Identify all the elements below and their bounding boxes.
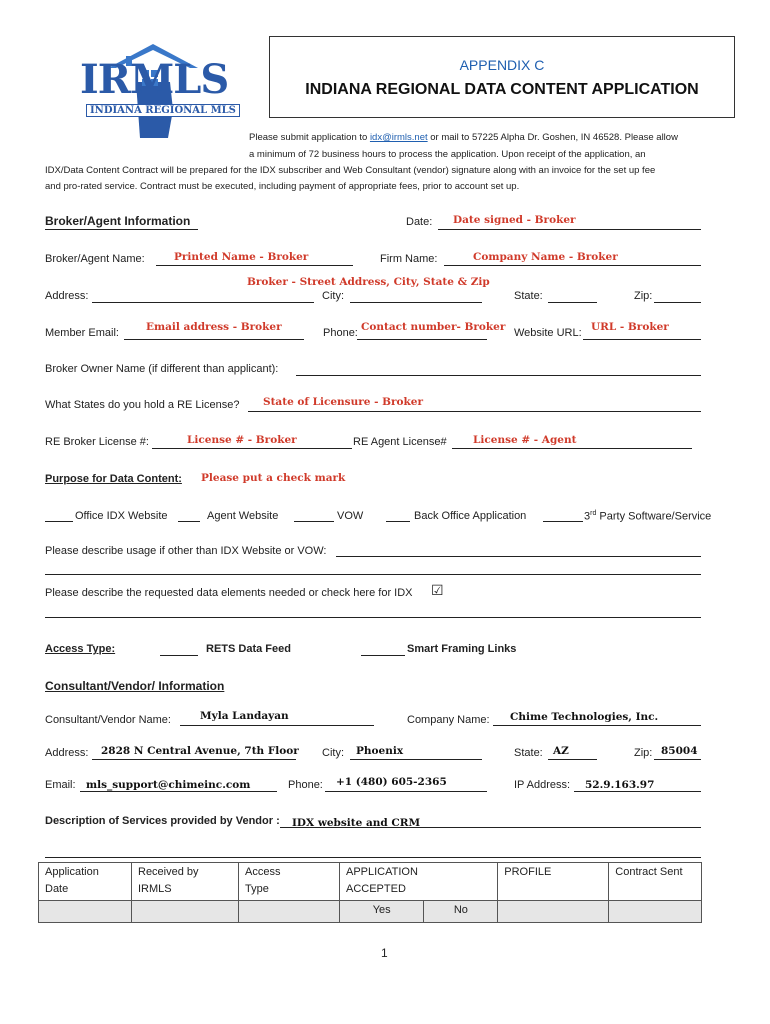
access-line-2: Type bbox=[245, 883, 269, 895]
consultant-state-label: State: bbox=[514, 747, 543, 759]
state-label: State: bbox=[514, 290, 543, 302]
third-party-label: Party Software/Service bbox=[599, 510, 712, 523]
checkbox-agent-website[interactable] bbox=[178, 521, 200, 522]
consultant-state-value: AZ bbox=[553, 745, 569, 757]
broker-license-value: License # - Broker bbox=[187, 434, 297, 446]
checkbox-back-office[interactable] bbox=[386, 521, 410, 522]
broker-section-title: Broker/Agent Information bbox=[45, 214, 191, 228]
states-field[interactable] bbox=[248, 411, 701, 412]
irmls-status-table bbox=[38, 862, 702, 923]
consultant-state-field[interactable] bbox=[548, 759, 597, 760]
consultant-zip-value: 85004 bbox=[661, 745, 698, 757]
cell-received bbox=[132, 863, 239, 901]
consultant-city-field[interactable] bbox=[350, 759, 482, 760]
agent-license-field[interactable] bbox=[452, 448, 692, 449]
idx-checkbox-icon[interactable]: ☑ bbox=[431, 583, 444, 599]
checkbox-framing[interactable] bbox=[361, 655, 405, 656]
page-title: INDIANA REGIONAL DATA CONTENT APPLICATION bbox=[305, 81, 699, 98]
purpose-hint: Please put a check mark bbox=[201, 472, 346, 484]
access-framing: Smart Framing Links bbox=[407, 643, 517, 655]
title-box bbox=[269, 36, 735, 118]
date-field[interactable] bbox=[438, 229, 701, 230]
consultant-email-label: Email: bbox=[45, 779, 76, 791]
profile-header: PROFILE bbox=[504, 866, 552, 878]
address-label: Address: bbox=[45, 290, 89, 302]
services-value: IDX website and CRM bbox=[292, 817, 421, 829]
owner-name-label: Broker Owner Name (if different than applicant): bbox=[45, 363, 279, 375]
access-line-1: Access bbox=[245, 866, 281, 878]
data-elements-field[interactable] bbox=[45, 617, 701, 618]
option-back-office: Back Office Application bbox=[414, 510, 527, 522]
accepted-line-2: ACCEPTED bbox=[346, 883, 406, 895]
data-elements-label: Please describe the requested data elements needed or check here for IDX bbox=[45, 587, 413, 599]
application-date-line-2: Date bbox=[45, 883, 69, 895]
services-field-line-2[interactable] bbox=[45, 857, 701, 858]
state-field[interactable] bbox=[548, 302, 597, 303]
contract-sent-header: Contract Sent bbox=[615, 866, 683, 878]
option-agent-website: Agent Website bbox=[207, 510, 279, 522]
intro-line-2: a minimum of 72 business hours to process the application. Upon receipt of the application, an bbox=[249, 149, 646, 160]
company-name-field[interactable] bbox=[493, 725, 701, 726]
member-email-value: Email address - Broker bbox=[146, 321, 282, 333]
consultant-city-label: City: bbox=[322, 747, 344, 759]
intro-line-1 bbox=[249, 132, 678, 143]
logo-subtitle: INDIANA REGIONAL MLS bbox=[86, 104, 240, 117]
consultant-email-field[interactable] bbox=[80, 791, 277, 792]
cell-profile-value[interactable] bbox=[498, 901, 609, 923]
cell-access-type-value[interactable] bbox=[239, 901, 340, 923]
checkbox-third-party[interactable] bbox=[543, 521, 583, 522]
broker-address-value: Broker - Street Address, City, State & Zip bbox=[247, 276, 490, 288]
access-type-label: Access Type: bbox=[45, 643, 116, 655]
option-vow: VOW bbox=[337, 510, 364, 522]
broker-license-field[interactable] bbox=[152, 448, 352, 449]
consultant-phone-value: +1 (480) 605-2365 bbox=[336, 776, 447, 788]
website-label: Website URL: bbox=[514, 327, 582, 339]
intro-prefix: Please submit application to bbox=[249, 132, 370, 143]
logo-text: IRMLS bbox=[80, 56, 229, 103]
zip-field[interactable] bbox=[654, 302, 701, 303]
consultant-email-value: mls_support@chimeinc.com bbox=[86, 779, 251, 791]
consultant-name-field[interactable] bbox=[180, 725, 374, 726]
page-number: 1 bbox=[381, 946, 388, 960]
checkbox-vow[interactable] bbox=[294, 521, 334, 522]
usage-label: Please describe usage if other than IDX Website or VOW: bbox=[45, 545, 327, 557]
states-label: What States do you hold a RE License? bbox=[45, 399, 240, 411]
cell-application-date bbox=[39, 863, 132, 901]
consultant-name-value: Myla Landayan bbox=[200, 710, 289, 722]
member-email-label: Member Email: bbox=[45, 327, 119, 339]
member-email-field[interactable] bbox=[124, 339, 304, 340]
consultant-phone-label: Phone: bbox=[288, 779, 323, 791]
consultant-city-value: Phoenix bbox=[356, 745, 404, 757]
zip-label: Zip: bbox=[634, 290, 653, 302]
cell-accepted-no[interactable] bbox=[424, 901, 498, 923]
checkbox-rets[interactable] bbox=[160, 655, 198, 656]
accepted-line-1: APPLICATION bbox=[346, 866, 418, 878]
consultant-name-label: Consultant/Vendor Name: bbox=[45, 714, 171, 726]
agent-license-value: License # - Agent bbox=[473, 434, 577, 446]
states-value: State of Licensure - Broker bbox=[263, 396, 424, 408]
application-date-line-1: Application bbox=[45, 866, 99, 878]
phone-label: Phone: bbox=[323, 327, 358, 339]
option-office-idx: Office IDX Website bbox=[75, 510, 168, 522]
accepted-yes-label: Yes bbox=[372, 904, 391, 916]
broker-name-value: Printed Name - Broker bbox=[174, 251, 309, 263]
purpose-label: Purpose for Data Content: bbox=[45, 473, 182, 485]
option-third-party bbox=[584, 510, 711, 523]
date-value: Date signed - Broker bbox=[453, 214, 576, 226]
website-field[interactable] bbox=[583, 339, 701, 340]
submission-email-link[interactable]: idx@irmls.net bbox=[369, 132, 428, 143]
ip-field[interactable] bbox=[574, 791, 701, 792]
usage-field-line-2[interactable] bbox=[45, 574, 701, 575]
agent-license-label: RE Agent License# bbox=[353, 436, 447, 448]
website-value: URL - Broker bbox=[591, 321, 669, 333]
access-rets: RETS Data Feed bbox=[206, 643, 291, 655]
firm-name-value: Company Name - Broker bbox=[473, 251, 618, 263]
city-label: City: bbox=[322, 290, 344, 302]
consultant-zip-field[interactable] bbox=[654, 759, 701, 760]
checkbox-office-idx[interactable] bbox=[45, 521, 73, 522]
intro-line-4: and pro-rated service. Contract must be executed, including payment of appropriate fees, prior to account set up. bbox=[45, 181, 520, 192]
owner-name-field[interactable] bbox=[296, 375, 701, 376]
firm-name-field[interactable] bbox=[444, 265, 701, 266]
cell-contract-sent bbox=[609, 863, 702, 901]
cell-application-date-value[interactable] bbox=[39, 901, 132, 923]
date-label: Date: bbox=[406, 216, 433, 228]
phone-value: Contact number- Broker bbox=[361, 321, 506, 333]
consultant-section-title: Consultant/Vendor/ Information bbox=[45, 679, 225, 693]
received-line-2: IRMLS bbox=[138, 883, 172, 895]
broker-name-label: Broker/Agent Name: bbox=[45, 253, 145, 265]
cell-accepted-yes[interactable] bbox=[340, 901, 424, 923]
company-name-label: Company Name: bbox=[407, 714, 490, 726]
cell-contract-sent-value[interactable] bbox=[609, 901, 702, 923]
phone-field[interactable] bbox=[357, 339, 487, 340]
services-label: Description of Services provided by Vendor : bbox=[45, 815, 280, 827]
third-party-number: 3 bbox=[584, 510, 591, 523]
usage-field[interactable] bbox=[336, 556, 701, 557]
company-name-value: Chime Technologies, Inc. bbox=[510, 711, 659, 723]
appendix-label: APPENDIX C bbox=[459, 57, 545, 73]
received-line-1: Received by bbox=[138, 866, 199, 878]
accepted-no-label: No bbox=[453, 904, 468, 916]
firm-name-label: Firm Name: bbox=[380, 253, 438, 265]
third-party-suffix: rd bbox=[590, 510, 597, 517]
address-field[interactable] bbox=[92, 302, 314, 303]
intro-line-3: IDX/Data Content Contract will be prepared for the IDX subscriber and Web Consultant (vendor) signature along with an invoice for the set up fee bbox=[45, 165, 656, 176]
consultant-phone-field[interactable] bbox=[325, 791, 487, 792]
consultant-address-field[interactable] bbox=[92, 759, 296, 760]
consultant-address-label: Address: bbox=[45, 747, 89, 759]
consultant-zip-label: Zip: bbox=[634, 747, 653, 759]
broker-name-field[interactable] bbox=[156, 265, 353, 266]
broker-license-label: RE Broker License #: bbox=[45, 436, 149, 448]
city-field[interactable] bbox=[350, 302, 482, 303]
intro-suffix: or mail to 57225 Alpha Dr. Goshen, IN 46528. Please allow bbox=[427, 132, 678, 143]
cell-received-value[interactable] bbox=[132, 901, 239, 923]
consultant-address-value: 2828 N Central Avenue, 7th Floor bbox=[101, 745, 299, 757]
ip-label: IP Address: bbox=[514, 779, 571, 791]
cell-access-type bbox=[239, 863, 340, 901]
cell-application-accepted bbox=[340, 863, 498, 901]
ip-value: 52.9.163.97 bbox=[585, 779, 655, 791]
cell-profile bbox=[498, 863, 609, 901]
